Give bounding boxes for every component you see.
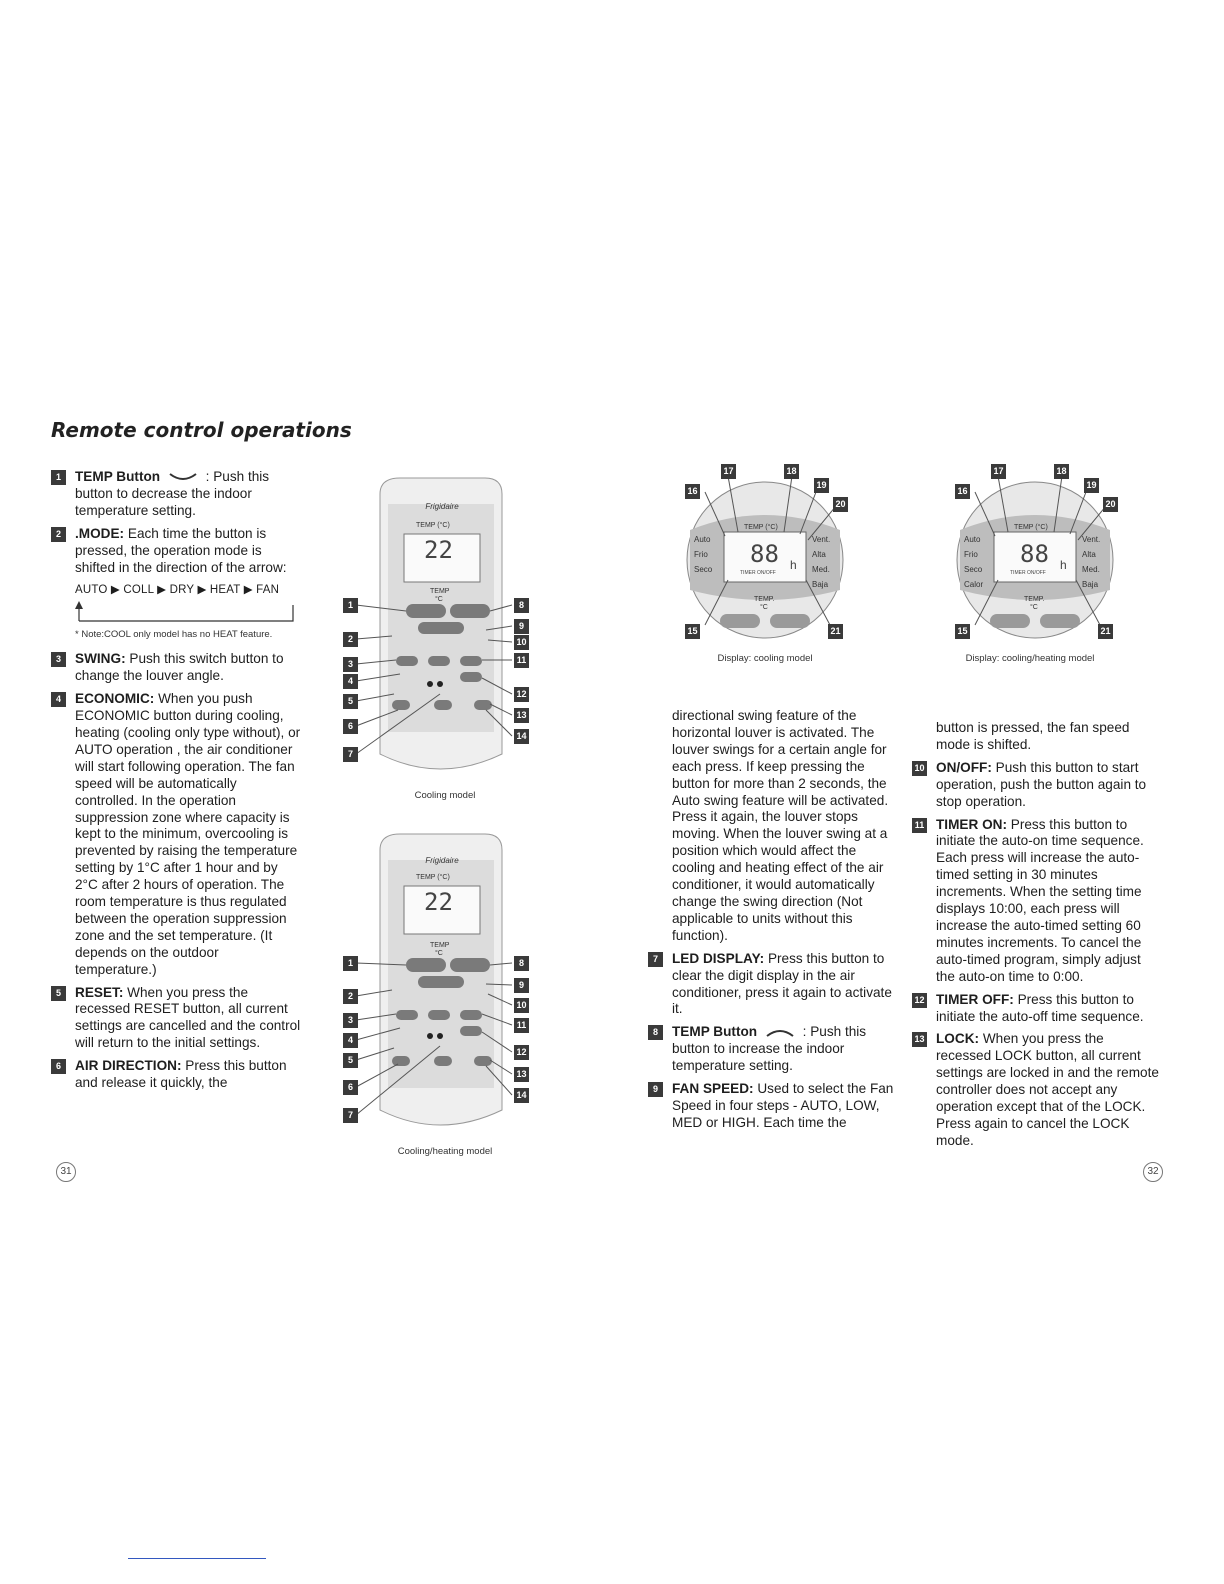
fan-med: Med. [1082, 565, 1100, 574]
callout-17: 17 [721, 464, 736, 479]
remote-lcd-label: TEMP (°C) [416, 874, 450, 881]
item-number: 6 [51, 1059, 66, 1074]
item-number: 13 [912, 1032, 927, 1047]
item-text: When you push ECONOMIC button during cooling, heating (cooling only type without), or AUTO operation , the air conditioner will start following operation. The fan speed will be automatically controlled. In the operation suppression zone where capacity is kept to the minimum, overcooling is prevented by raising the temperature setting by 1°C after 1 hour and by 2°C after 2 hours of operation. The room temperature is thus regulated between the operation suppression zone and the set temperature. (It depends on the outdoor temperature.) [75, 691, 301, 977]
item-fan-speed [648, 1081, 898, 1132]
item-text: Used to select the Fan Speed in four steps - AUTO, LOW, MED or HIGH. Each time the [672, 1081, 894, 1130]
item-reset [51, 985, 303, 1053]
callout-13: 13 [514, 1067, 529, 1082]
page-title: Remote control operations [51, 418, 352, 442]
callout-8: 8 [514, 956, 529, 971]
display-temp-unit: °C [1030, 604, 1038, 611]
item-temp-up [648, 1024, 898, 1075]
fan-speed-continued: button is pressed, the fan speed mode is shifted. [936, 720, 1130, 752]
display-fan-list [812, 532, 830, 592]
callout-4: 4 [343, 1033, 358, 1048]
fan-vent: Vent. [1082, 535, 1101, 544]
callout-5: 5 [343, 694, 358, 709]
callout-18: 18 [1054, 464, 1069, 479]
display-digits: 88 [1020, 540, 1049, 568]
fan-vent: Vent. [812, 535, 831, 544]
display-temp-key: TEMP. [1024, 596, 1045, 603]
fan-med: Med. [812, 565, 830, 574]
item-number: 7 [648, 952, 663, 967]
display-temp-unit: °C [760, 604, 768, 611]
display-fan-list [1082, 532, 1100, 592]
display-temp-label: TEMP (°C) [1014, 524, 1048, 531]
callout-21: 21 [828, 624, 843, 639]
item-text: Push this button to start operation, push the button again to stop operation. [936, 759, 1147, 809]
item-text: Press this button to clear the digit display in the air conditioner, press it again to activate it. [672, 950, 892, 1017]
remote-cooling-caption: Cooling model [414, 790, 476, 801]
callout-7: 7 [343, 1108, 358, 1123]
callout-5: 5 [343, 1053, 358, 1068]
callout-11: 11 [514, 653, 529, 668]
page-number-left: 31 [56, 1162, 76, 1182]
left-text-column [51, 469, 303, 1098]
item-text: When you press the recessed RESET button, all current settings are cancelled and the control will return to the initial settings. [75, 984, 301, 1051]
right-text-column-a [648, 708, 898, 1138]
fan-baja: Baja [1082, 580, 1099, 589]
item-text: Press this button and release it quickly, the [75, 1058, 287, 1091]
remote-temp-key-label: TEMP [430, 588, 450, 595]
callout-1: 1 [343, 598, 358, 613]
mode-seco: Seco [964, 565, 983, 574]
item-text: : Push this button to decrease the indoor temperature setting. [75, 469, 270, 518]
display-mode-list [694, 532, 712, 577]
item-label: .MODE: [75, 525, 125, 541]
item-label: ECONOMIC: [75, 691, 155, 707]
callout-20: 20 [1103, 497, 1118, 512]
item-number: 1 [51, 470, 66, 485]
callout-8: 8 [514, 598, 529, 613]
callout-15: 15 [685, 624, 700, 639]
item-number: 9 [648, 1082, 663, 1097]
callout-1: 1 [343, 956, 358, 971]
remote-lcd-label: TEMP (°C) [416, 522, 450, 529]
footer-link-line [128, 1558, 266, 1559]
item-label: TEMP Button [672, 1024, 758, 1040]
callout-10: 10 [514, 998, 529, 1013]
callout-7: 7 [343, 747, 358, 762]
display-timer: TIMER ON/OFF [740, 570, 776, 576]
remote-cooling-figure [340, 474, 540, 784]
callout-6: 6 [343, 1080, 358, 1095]
callout-4: 4 [343, 674, 358, 689]
air-direction-continued: directional swing feature of the horizontal louver is activated. The louver swings for a certain angle for each press. If keep pressing the button for more than 2 seconds, the Auto swing feature will be activated. Press it again, the louver stops moving. When the louver swing at a position which would affect the cooling and heating effect of the air conditioner, it would automatically change the swing direction (Not applicable to units without this function). [672, 708, 889, 943]
item-number: 3 [51, 652, 66, 667]
callout-2: 2 [343, 632, 358, 647]
mode-calor: Calor [964, 580, 984, 589]
callout-16: 16 [685, 484, 700, 499]
callout-15: 15 [955, 624, 970, 639]
callout-10: 10 [514, 635, 529, 650]
callout-3: 3 [343, 657, 358, 672]
item-temp-down [51, 469, 303, 520]
fan-baja: Baja [812, 580, 829, 589]
item-text: : Push this button to increase the indoor temperature setting. [672, 1024, 867, 1074]
item-number: 4 [51, 692, 66, 707]
callout-9: 9 [514, 978, 529, 993]
callout-17: 17 [991, 464, 1006, 479]
callout-18: 18 [784, 464, 799, 479]
mode-frio: Frio [694, 550, 708, 559]
display-cooling-figure [680, 460, 850, 650]
item-label: ON/OFF: [936, 759, 992, 775]
display-timer: TIMER ON/OFF [1010, 570, 1046, 576]
display-mode-list [964, 532, 983, 592]
item-text: Push this switch button to change the louver angle. [75, 651, 284, 684]
item-label: TIMER ON: [936, 816, 1007, 832]
item-number: 11 [912, 818, 927, 833]
item-label: TEMP Button [75, 469, 161, 484]
callout-21: 21 [1098, 624, 1113, 639]
callout-19: 19 [1084, 478, 1099, 493]
remote-lcd-digits: 22 [424, 536, 453, 564]
item-lock [912, 1031, 1162, 1149]
item-number: 5 [51, 986, 66, 1001]
remote-heating-caption: Cooling/heating model [397, 1146, 493, 1157]
item-number: 8 [648, 1025, 663, 1040]
item-text: Press this button to initiate the auto-on time sequence. Each press will increase the auto-timed setting in 30 minutes increments. When the setting time displays 10:00, each press will increase the auto-timed setting 60 minutes increments. To cancel the auto-timed program, simply adjust the auto-on time to 0:00. [936, 816, 1144, 984]
callout-12: 12 [514, 687, 529, 702]
remote-drawing [340, 474, 540, 784]
item-label: FAN SPEED: [672, 1081, 754, 1097]
display-hour: h [1060, 558, 1067, 572]
display-temp-label: TEMP (°C) [744, 524, 778, 531]
fan-alta: Alta [812, 550, 826, 559]
right-text-column-b [912, 720, 1162, 1156]
item-timer-on [912, 817, 1162, 986]
item-swing [51, 651, 303, 685]
item-number: 10 [912, 761, 927, 776]
item-mode [51, 526, 303, 624]
display-hour: h [790, 558, 797, 572]
item-text: When you press the recessed LOCK button, all current settings are locked in and the remote controller does not accept any operation except that of the LOCK. Press again to cancel the LOCK mode. [936, 1031, 1159, 1148]
item-number: 12 [912, 993, 927, 1008]
item-label: AIR DIRECTION: [75, 1058, 182, 1074]
callout-12: 12 [514, 1045, 529, 1060]
item-text: Each time the button is pressed, the operation mode is shifted in the direction of the arrow: [75, 525, 287, 575]
item-timer-off [912, 992, 1162, 1026]
mode-cycle-arrow [75, 601, 300, 623]
mode-auto: Auto [694, 535, 711, 544]
chevron-up-icon [765, 1028, 795, 1038]
callout-11: 11 [514, 1018, 529, 1033]
mode-sequence: AUTO ▶ COLL ▶ DRY ▶ HEAT ▶ FAN [75, 584, 280, 597]
callout-13: 13 [514, 708, 529, 723]
item-label: LED DISPLAY: [672, 950, 765, 966]
item-on-off [912, 760, 1162, 811]
remote-brand: Frigidaire [425, 856, 459, 865]
callout-14: 14 [514, 729, 529, 744]
remote-temp-unit: °C [435, 596, 443, 603]
callout-9: 9 [514, 619, 529, 634]
item-air-direction [51, 1058, 303, 1092]
remote-lcd-digits: 22 [424, 888, 453, 916]
mode-auto: Auto [964, 535, 981, 544]
chevron-down-icon [168, 472, 198, 482]
callout-2: 2 [343, 989, 358, 1004]
remote-temp-unit: °C [435, 950, 443, 957]
callout-20: 20 [833, 497, 848, 512]
page-number-right: 32 [1143, 1162, 1163, 1182]
callout-6: 6 [343, 719, 358, 734]
display-cooling-caption: Display: cooling model [717, 653, 813, 664]
item-label: TIMER OFF: [936, 991, 1014, 1007]
mode-seco: Seco [694, 565, 713, 574]
remote-heating-figure [340, 830, 540, 1140]
item-label: LOCK: [936, 1031, 980, 1047]
remote-brand: Frigidaire [425, 502, 459, 511]
mode-frio: Frio [964, 550, 978, 559]
fan-alta: Alta [1082, 550, 1096, 559]
callout-16: 16 [955, 484, 970, 499]
display-heating-figure [950, 460, 1120, 650]
display-heating-caption: Display: cooling/heating model [965, 653, 1095, 664]
display-temp-key: TEMP. [754, 596, 775, 603]
callout-19: 19 [814, 478, 829, 493]
display-digits: 88 [750, 540, 779, 568]
item-led-display [648, 951, 898, 1019]
item-label: SWING: [75, 651, 126, 667]
callout-3: 3 [343, 1013, 358, 1028]
callout-14: 14 [514, 1088, 529, 1103]
item-economic [51, 691, 303, 978]
item-number: 2 [51, 527, 66, 542]
item-label: RESET: [75, 984, 124, 1000]
heat-note: * Note:COOL only model has no HEAT feature. [75, 629, 273, 641]
remote-temp-key-label: TEMP [430, 942, 450, 949]
item-text: Press this button to initiate the auto-off time sequence. [936, 991, 1144, 1024]
